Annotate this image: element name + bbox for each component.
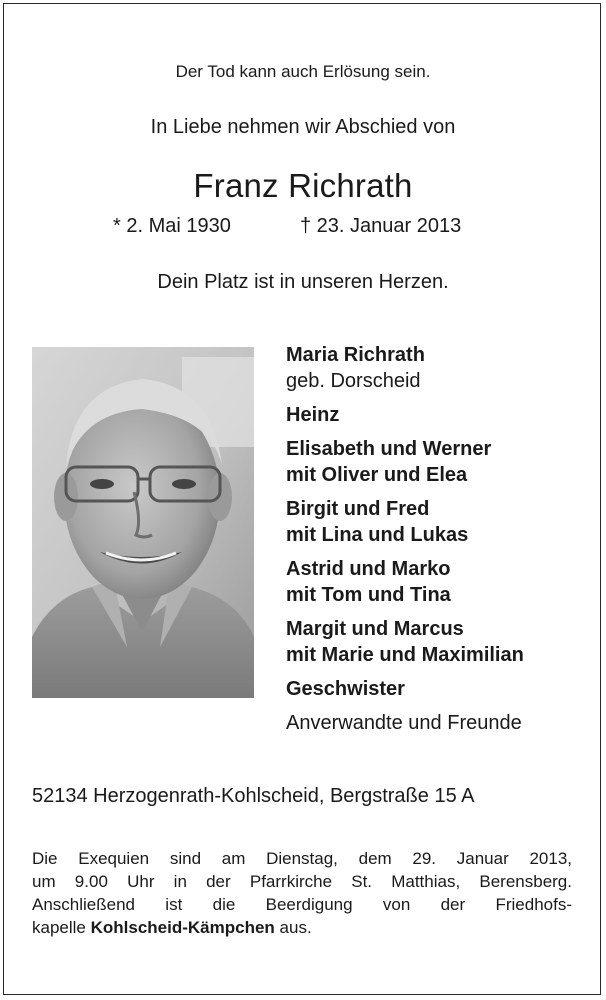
deceased-name: Franz Richrath [193, 167, 413, 204]
portrait-photo [32, 347, 254, 698]
mourner-name: Maria Richrath [286, 344, 425, 366]
mourner-note: Anverwandte und Freunde [286, 712, 522, 734]
service-details [32, 847, 572, 939]
service-line: um 9.00 Uhr in der Pfarrkirche St. Matthias, Berensberg. [32, 872, 572, 891]
service-text: aus. [279, 918, 312, 937]
family-address: 52134 Herzogenrath-Kohlscheid, Bergstraße 15 A [32, 785, 475, 807]
mourner-name: mit Marie und Maximilian [286, 644, 524, 666]
mourner-name: Astrid und Marko [286, 558, 451, 580]
motto: Der Tod kann auch Erlösung sein. [175, 62, 431, 81]
mourner-name: mit Lina und Lukas [286, 524, 469, 546]
mourner-note: geb. Dorscheid [286, 370, 421, 392]
birth-date: * 2. Mai 1930 [113, 215, 231, 237]
service-text: kapelle [32, 918, 86, 937]
mourner-name: Birgit und Fred [286, 498, 430, 520]
death-date: † 23. Januar 2013 [300, 215, 462, 237]
service-line: Anschließend ist die Beerdigung von der Friedhofs- [32, 895, 572, 914]
mourner-name: Margit und Marcus [286, 618, 464, 640]
closing-line: Dein Platz ist in unseren Herzen. [157, 271, 449, 293]
mourner-name: Elisabeth und Werner [286, 438, 492, 460]
mourner-name: Geschwister [286, 678, 405, 700]
service-line: Die Exequien sind am Dienstag, dem 29. Januar 2013, [32, 849, 572, 868]
mourner-name: mit Tom und Tina [286, 584, 451, 606]
mourners-list [286, 342, 586, 736]
service-line [32, 916, 572, 939]
chapel-name: Kohlscheid-Kämpchen [90, 918, 275, 937]
intro-line: In Liebe nehmen wir Abschied von [150, 116, 456, 138]
mourner-name: mit Oliver und Elea [286, 464, 468, 486]
mourner-name: Heinz [286, 404, 340, 426]
